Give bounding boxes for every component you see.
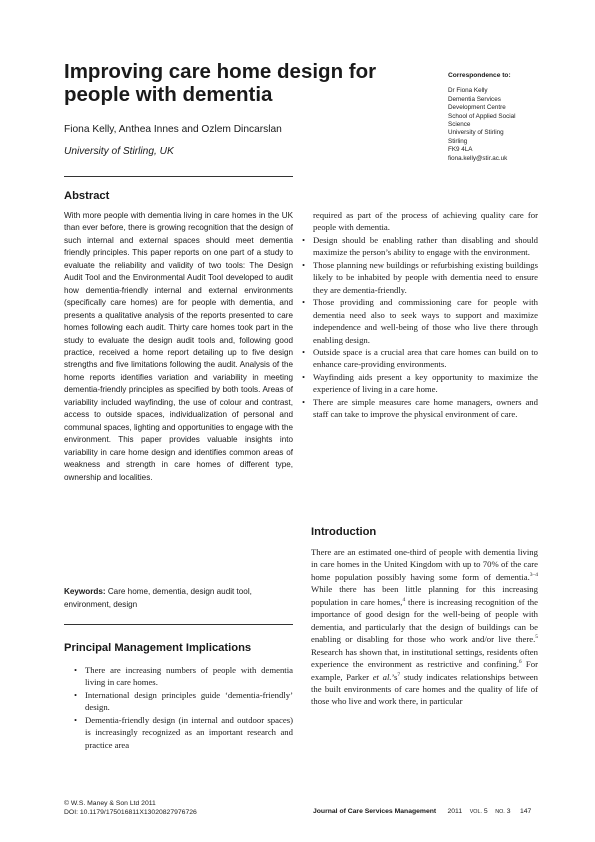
- correspondence-line: FK9 4LA: [448, 146, 473, 154]
- list-item: • There are increasing numbers of people with dementia living in care homes.: [74, 665, 293, 688]
- article-title: Improving care home design for people with dementia: [64, 60, 377, 106]
- list-item: • Those planning new buildings or refurbishing existing buildings likely to be inhabited by people with dementia need to ensure they are dementia-friendly.: [302, 259, 538, 295]
- issue: 3: [506, 808, 511, 815]
- list-item: • Design should be enabling rather than disabling and should maximize the person’s ability to engage with the environment.: [302, 234, 538, 258]
- vol-label: VOL.: [469, 809, 482, 815]
- bullet-icon: •: [302, 396, 306, 407]
- list-item: • Outside space is a crucial area that care homes can build on to enhance care-providing environments.: [302, 346, 538, 370]
- keywords-list: Care home, dementia, design audit tool, environment, design: [64, 587, 252, 609]
- correspondence-line: Stirling: [448, 137, 468, 145]
- correspondence-box: [448, 72, 558, 163]
- list-item-continuation: required as part of the process of achieving quality care for people with dementia.: [313, 210, 538, 233]
- affiliation: University of Stirling, UK: [64, 146, 174, 157]
- list-item: • Wayfinding aids present a key opportunity to maximize the experience of living in a care home.: [302, 371, 538, 395]
- journal-name: Journal of Care Services Management: [313, 808, 437, 815]
- correspondence-heading: Correspondence to:: [448, 72, 511, 79]
- divider: [64, 624, 293, 625]
- abstract-text: With more people with dementia living in care homes in the UK than ever before, there is growing recognition that the design of such internal and external spaces should meet dementia friendly principles. This paper reports on one part of a study to evaluate the reliability and validity of two tools: The Design Audit Tool and the Environmental Audit Tool developed to audit how dementia-friendly internal and external environments (specifically care homes) are for people with dementia, and presents a qualitative analysis of the reports presented to care homes following each audit. Thirty care homes took part in the study to evaluate the design audit tools and, following good practice, received a home report detailing up to five design strengths and five limitations following the audit. Analysis of the home reports identifies variation and variability in meeting dementia-friendly principles as specified by both tools. Areas of variability included wayfinding, the use of colour and contrast, access to outside spaces, individualization of personal and communal spaces, lighting and opportunities to engage with the environment. This paper provides valuable insights into variability in care home design and identifies common areas of weakness and strength in care homes of different type, ownership and localities.: [64, 211, 293, 482]
- bullet-icon: •: [74, 689, 78, 700]
- author-list: Fiona Kelly, Anthea Innes and Ozlem Dincarslan: [64, 124, 282, 135]
- implications-heading: Principal Management Implications: [64, 642, 252, 654]
- bullet-icon: •: [302, 259, 306, 270]
- bullet-icon: •: [302, 297, 306, 308]
- correspondence-line: School of Applied Social: [448, 112, 516, 120]
- copyright: © W.S. Maney & Son Ltd 2011: [64, 800, 156, 807]
- introduction-heading: Introduction: [311, 526, 377, 538]
- keywords: [64, 586, 293, 611]
- bullet-icon: •: [302, 346, 306, 357]
- correspondence-line: Science: [448, 121, 471, 129]
- list-item: • Dementia-friendly design (in internal and outdoor spaces) is increasingly recognized as an important research and practice area: [74, 714, 293, 750]
- citation[interactable]: 7: [397, 671, 401, 678]
- bullet-icon: •: [74, 665, 78, 675]
- keywords-label: Keywords:: [64, 587, 106, 596]
- citation[interactable]: 4: [402, 596, 406, 603]
- citation[interactable]: 5: [535, 634, 538, 641]
- divider: [64, 176, 293, 177]
- bullet-icon: •: [302, 234, 306, 245]
- doi[interactable]: DOI: 10.1179/175016811X13020827976726: [64, 809, 197, 816]
- bullet-icon: •: [74, 714, 78, 725]
- correspondence-line: University of Stirling: [448, 129, 504, 137]
- journal-year: 2011: [447, 808, 463, 815]
- no-label: NO.: [495, 809, 505, 815]
- list-item: • Those providing and commissioning care for people with dementia need also to seek ways to support and maximize independence and well-being of those who live there through enabling design.: [302, 297, 538, 345]
- volume: 5: [483, 808, 488, 815]
- correspondence-line: Dr Fiona Kelly: [448, 87, 488, 95]
- correspondence-email[interactable]: fiona.kelly@stir.ac.uk: [448, 154, 508, 162]
- abstract-heading: Abstract: [64, 190, 110, 202]
- implications-list: [74, 664, 293, 751]
- page-number: 147: [519, 808, 532, 815]
- list-item: • There are simple measures care home managers, owners and staff can take to improve the physical environment of care.: [302, 396, 538, 420]
- citation[interactable]: 6: [518, 659, 522, 666]
- implications-list-continued: [302, 209, 538, 421]
- footer-journal: [313, 808, 539, 815]
- footer-copyright: [64, 799, 197, 817]
- citation[interactable]: 3–4: [529, 572, 538, 579]
- introduction-text: There are an estimated one-third of people with dementia living in care homes in the United Kingdom with up to 70% of the care home population possibly having some form of dementia.$^{3-4}$ While there has been little planning for this increasing population in care homes,$^4$ there is increasing recognition of the importance of good design for the well-being of people with dementia, and particularly that the design of buildings can be enabling or disabling for those who work and/or live there.$^5$ Research has shown that, in institutional settings, residents often experience the environment as restrictive and confining.$^6$ For example, Parker et $al.’s^7$ study indicates relationships between the built environments of care homes and the quality of life of those who live and work there, in particular: [311, 547, 538, 707]
- bullet-icon: •: [302, 371, 306, 382]
- list-item: • International design principles guide ‘dementia-friendly’ design.: [74, 689, 293, 713]
- correspondence-line: Dementia Services: [448, 95, 501, 103]
- correspondence-line: Development Centre: [448, 104, 506, 112]
